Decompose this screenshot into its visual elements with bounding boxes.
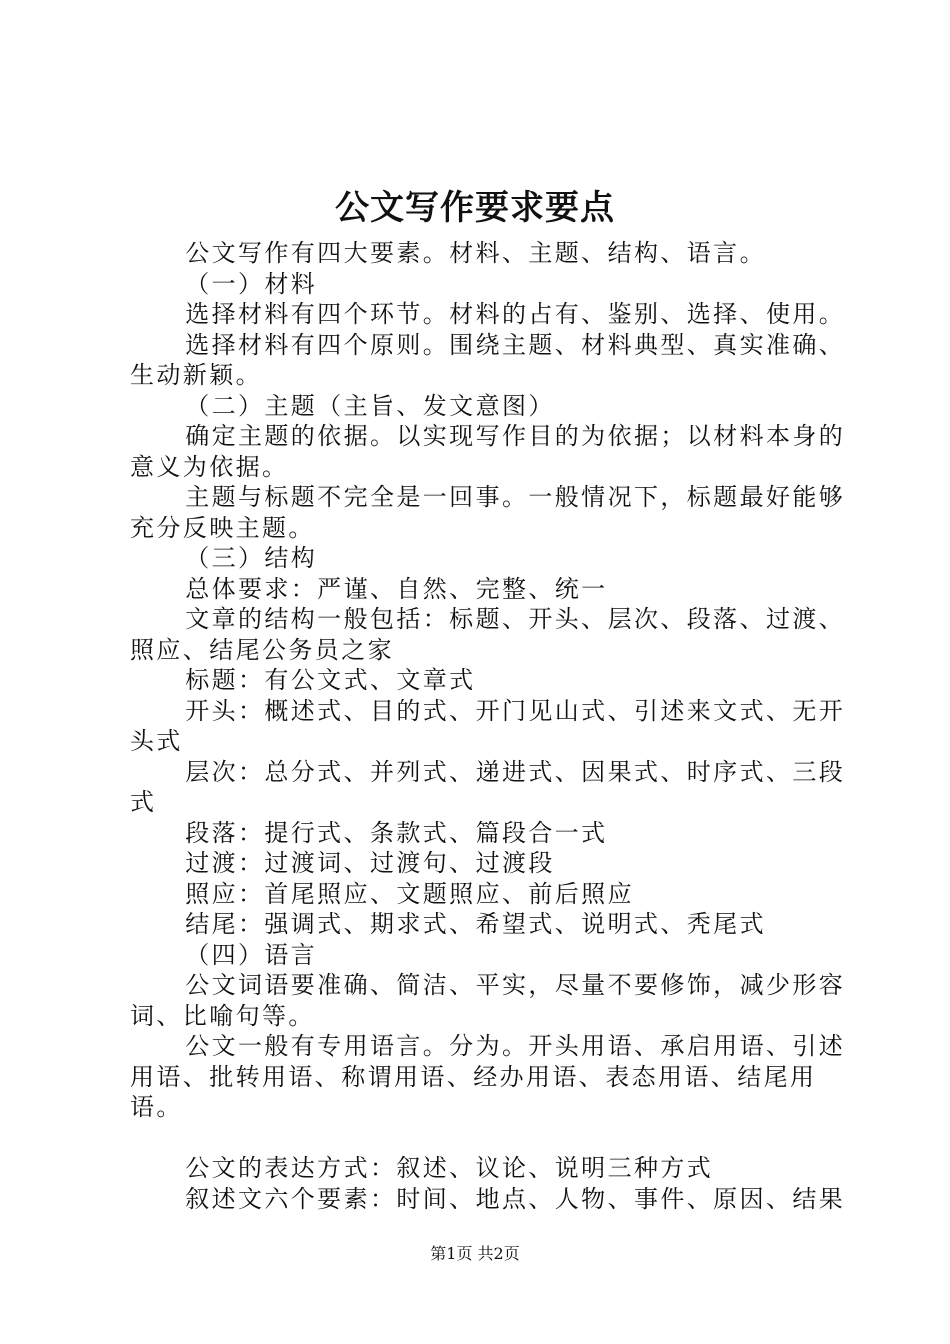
paragraph: 标题：有公文式、文章式 xyxy=(185,666,476,694)
paragraph: 照应：首尾照应、文题照应、前后照应 xyxy=(185,879,634,908)
section-heading: （一）材料 xyxy=(185,269,318,298)
paragraph: 主题与标题不完全是一回事。一般情况下，标题最好能够充分反映主题。 xyxy=(130,483,846,542)
paragraph: 选择材料有四个环节。材料的占有、鉴别、选择、使用。 xyxy=(185,300,846,328)
section-heading: （二）主题（主旨、发文意图） xyxy=(185,391,555,420)
paragraph: 过渡：过渡词、过渡句、过渡段 xyxy=(185,849,555,877)
paragraph: 公文写作有四大要素。材料、主题、结构、语言。 xyxy=(185,239,766,267)
section-heading: （四）语言 xyxy=(185,940,318,969)
paragraph: 公文的表达方式：叙述、议论、说明三种方式 xyxy=(185,1154,714,1182)
blank-line xyxy=(130,1123,850,1154)
paragraph: 层次：总分式、并列式、递进式、因果式、时序式、三段式 xyxy=(130,757,846,816)
document-title: 公文写作要求要点 xyxy=(335,188,615,228)
section-heading: （三）结构 xyxy=(185,544,318,572)
paragraph: 结尾：强调式、期求式、希望式、说明式、秃尾式 xyxy=(185,910,766,938)
paragraph: 选择材料有四个原则。围绕主题、材料典型、真实准确、生动新颖。 xyxy=(130,330,846,389)
paragraph: 文章的结构一般包括：标题、开头、层次、段落、过渡、照应、结尾公务员之家 xyxy=(130,605,846,664)
paragraph: 段落：提行式、条款式、篇段合一式 xyxy=(185,818,608,847)
paragraph: 公文词语要准确、简洁、平实，尽量不要修饰，减少形容词、比喻句等。 xyxy=(130,971,846,1030)
page-footer: 第1页 共2页 xyxy=(430,1244,520,1263)
paragraph: 公文一般有专用语言。分为。开头用语、承启用语、引述用语、批转用语、称谓用语、经办用语、表态用语、结尾用语。 xyxy=(130,1032,846,1121)
document-body xyxy=(130,238,850,1214)
paragraph: 总体要求：严谨、自然、完整、统一 xyxy=(185,574,608,603)
paragraph: 叙述文六个要素：时间、地点、人物、事件、原因、结果 xyxy=(185,1184,846,1213)
paragraph: 确定主题的依据。以实现写作目的为依据；以材料本身的意义为依据。 xyxy=(130,422,846,481)
paragraph: 开头：概述式、目的式、开门见山式、引述来文式、无开头式 xyxy=(130,696,846,755)
